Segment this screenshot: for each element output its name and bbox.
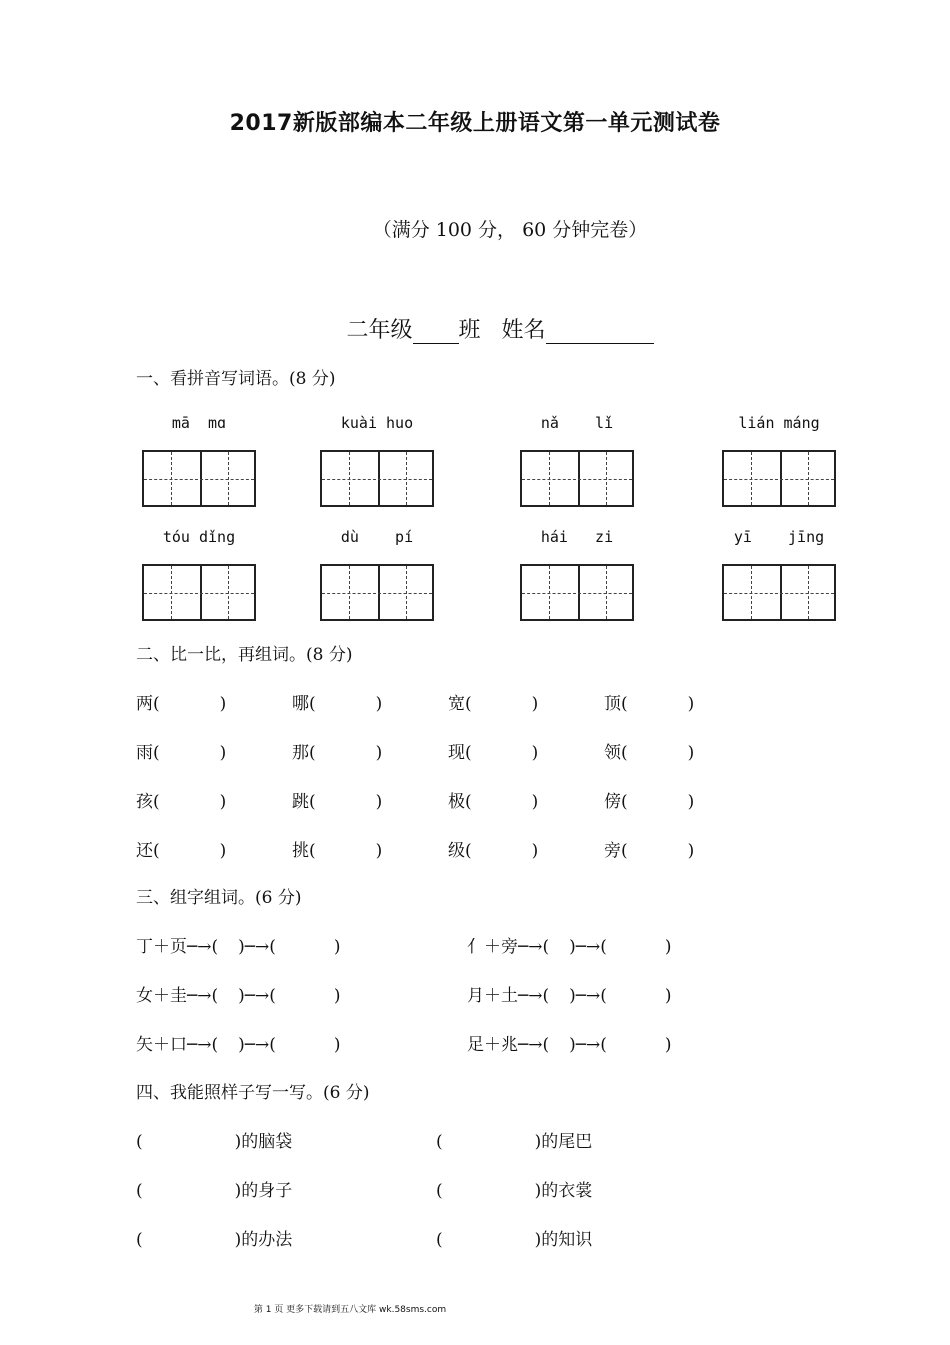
grid-line [228,566,229,619]
close-paren: ) [534,1132,542,1152]
compare-char: 两( [136,694,160,714]
open-paren: ( [436,1181,443,1201]
pinyin-label: tóu dǐng [162,528,236,546]
compare-char: 级( [448,841,472,861]
combine-arrow: )─→( [569,937,607,957]
compare-item[interactable] [604,738,694,763]
compare-char: 哪( [292,694,316,714]
compare-char: 极( [448,792,472,812]
combine-arrow: )─→( [238,986,276,1006]
compare-char: 孩( [136,792,160,812]
grid-line [724,593,834,594]
grid-line [522,479,632,480]
close-paren: ) [687,841,695,861]
combine-item[interactable] [467,981,672,1006]
close-paren: ) [664,937,672,957]
close-paren: ) [234,1181,242,1201]
grid-line [549,452,550,505]
compare-item[interactable] [292,689,382,714]
compare-char: 傍( [604,792,628,812]
grid-line [606,566,607,619]
close-paren: ) [531,792,539,812]
compare-item[interactable] [292,836,382,861]
imitate-item[interactable] [436,1176,592,1201]
imitate-phrase: 的知识 [541,1230,593,1250]
imitate-item[interactable] [136,1176,292,1201]
imitate-item[interactable] [436,1127,592,1152]
grid-line [144,593,254,594]
close-paren: ) [664,1035,672,1055]
grid-line [808,566,809,619]
pinyin-label: nǎ lǐ [540,414,614,432]
compare-item[interactable] [448,738,538,763]
compare-item[interactable] [604,689,694,714]
compare-char: 跳( [292,792,316,812]
grid-line [724,479,834,480]
compare-item[interactable] [448,787,538,812]
imitate-phrase: 的脑袋 [241,1132,293,1152]
close-paren: ) [234,1132,242,1152]
close-paren: ) [664,986,672,1006]
compare-item[interactable] [292,738,382,763]
close-paren: ) [375,841,383,861]
grid-line [751,566,752,619]
grid-line [349,452,350,505]
imitate-item[interactable] [436,1225,592,1250]
compare-char: 顶( [604,694,628,714]
page-title: 2017新版部编本二年级上册语文第一单元测试卷 [229,111,721,136]
grid-line [549,566,550,619]
grid-line [522,593,632,594]
compare-item[interactable] [448,836,538,861]
writing-grid[interactable] [722,564,836,621]
compare-char: 那( [292,743,316,763]
grid-line [171,452,172,505]
close-paren: ) [531,841,539,861]
student-info-line [0,313,950,344]
close-paren: ) [531,743,539,763]
writing-grid[interactable] [320,450,434,507]
combine-formula: 月＋土─→( [467,986,550,1006]
writing-grid[interactable] [320,564,434,621]
close-paren: ) [531,694,539,714]
combine-formula: 足＋兆─→( [467,1035,550,1055]
close-paren: ) [687,792,695,812]
open-paren: ( [436,1230,443,1250]
pinyin-label: lián máng [738,414,820,432]
combine-formula: 丁＋页─→( [136,937,219,957]
compare-item[interactable] [448,689,538,714]
combine-item[interactable] [136,1030,341,1055]
grid-line [322,479,432,480]
compare-char: 旁( [604,841,628,861]
combine-item[interactable] [467,932,672,957]
name-label: 姓名 [501,318,546,343]
close-paren: ) [375,792,383,812]
writing-grid[interactable] [520,450,634,507]
combine-arrow: )─→( [238,937,276,957]
pinyin-label: kuài huo [340,414,414,432]
class-blank[interactable] [413,321,459,344]
writing-grid[interactable] [142,450,256,507]
compare-item[interactable] [604,836,694,861]
grid-line [322,593,432,594]
writing-grid[interactable] [722,450,836,507]
name-blank[interactable] [546,321,654,344]
close-paren: ) [687,694,695,714]
close-paren: ) [219,792,227,812]
grid-line [751,452,752,505]
close-paren: ) [219,743,227,763]
imitate-phrase: 的尾巴 [541,1132,593,1152]
pinyin-label: dù pí [340,528,414,546]
section-2-heading: 二、比一比，再组词。(8 分) [136,645,353,665]
combine-arrow: )─→( [569,1035,607,1055]
compare-item[interactable] [604,787,694,812]
open-paren: ( [136,1181,143,1201]
close-paren: ) [219,841,227,861]
close-paren: ) [375,694,383,714]
grid-line [171,566,172,619]
imitate-item[interactable] [136,1225,292,1250]
imitate-item[interactable] [136,1127,292,1152]
close-paren: ) [687,743,695,763]
grid-line [144,479,254,480]
grid-line [406,566,407,619]
writing-grid[interactable] [142,564,256,621]
close-paren: ) [534,1181,542,1201]
section-3-heading: 三、组字组词。(6 分) [136,888,302,908]
combine-item[interactable] [467,1030,672,1055]
open-paren: ( [136,1230,143,1250]
combine-formula: 女＋圭─→( [136,986,219,1006]
close-paren: ) [333,937,341,957]
compare-item[interactable] [136,689,226,714]
section-4-heading: 四、我能照样子写一写。(6 分) [136,1083,370,1103]
pinyin-label: mā mɑ [171,414,227,432]
compare-char: 领( [604,743,628,763]
imitate-phrase: 的身子 [241,1181,293,1201]
compare-item[interactable] [136,738,226,763]
compare-char: 宽( [448,694,472,714]
combine-item[interactable] [136,981,341,1006]
grid-line [228,452,229,505]
combine-arrow: )─→( [238,1035,276,1055]
close-paren: ) [219,694,227,714]
pinyin-label: yī jīng [733,528,825,546]
grade-label: 二年级 [346,318,413,343]
page-subtitle: （满分 100 分， 60 分钟完卷） [372,219,648,241]
grid-line [406,452,407,505]
pinyin-label: hái zi [540,528,614,546]
close-paren: ) [375,743,383,763]
combine-item[interactable] [136,932,341,957]
imitate-phrase: 的办法 [241,1230,293,1250]
combine-formula: 亻＋旁─→( [467,937,550,957]
combine-arrow: )─→( [569,986,607,1006]
open-paren: ( [436,1132,443,1152]
section-1-heading: 一、看拼音写词语。(8 分) [136,369,336,389]
grid-line [606,452,607,505]
close-paren: ) [534,1230,542,1250]
compare-char: 挑( [292,841,316,861]
compare-char: 还( [136,841,160,861]
page-footer: 第 1 页 更多下载请到五八文库 wk.58sms.com [253,1305,447,1315]
writing-grid[interactable] [520,564,634,621]
compare-char: 雨( [136,743,160,763]
compare-item[interactable] [136,787,226,812]
compare-item[interactable] [292,787,382,812]
grid-line [808,452,809,505]
open-paren: ( [136,1132,143,1152]
combine-formula: 矢＋口─→( [136,1035,219,1055]
compare-char: 现( [448,743,472,763]
close-paren: ) [333,986,341,1006]
compare-item[interactable] [136,836,226,861]
imitate-phrase: 的衣裳 [541,1181,593,1201]
class-label: 班 [458,318,481,343]
grid-line [349,566,350,619]
close-paren: ) [333,1035,341,1055]
close-paren: ) [234,1230,242,1250]
